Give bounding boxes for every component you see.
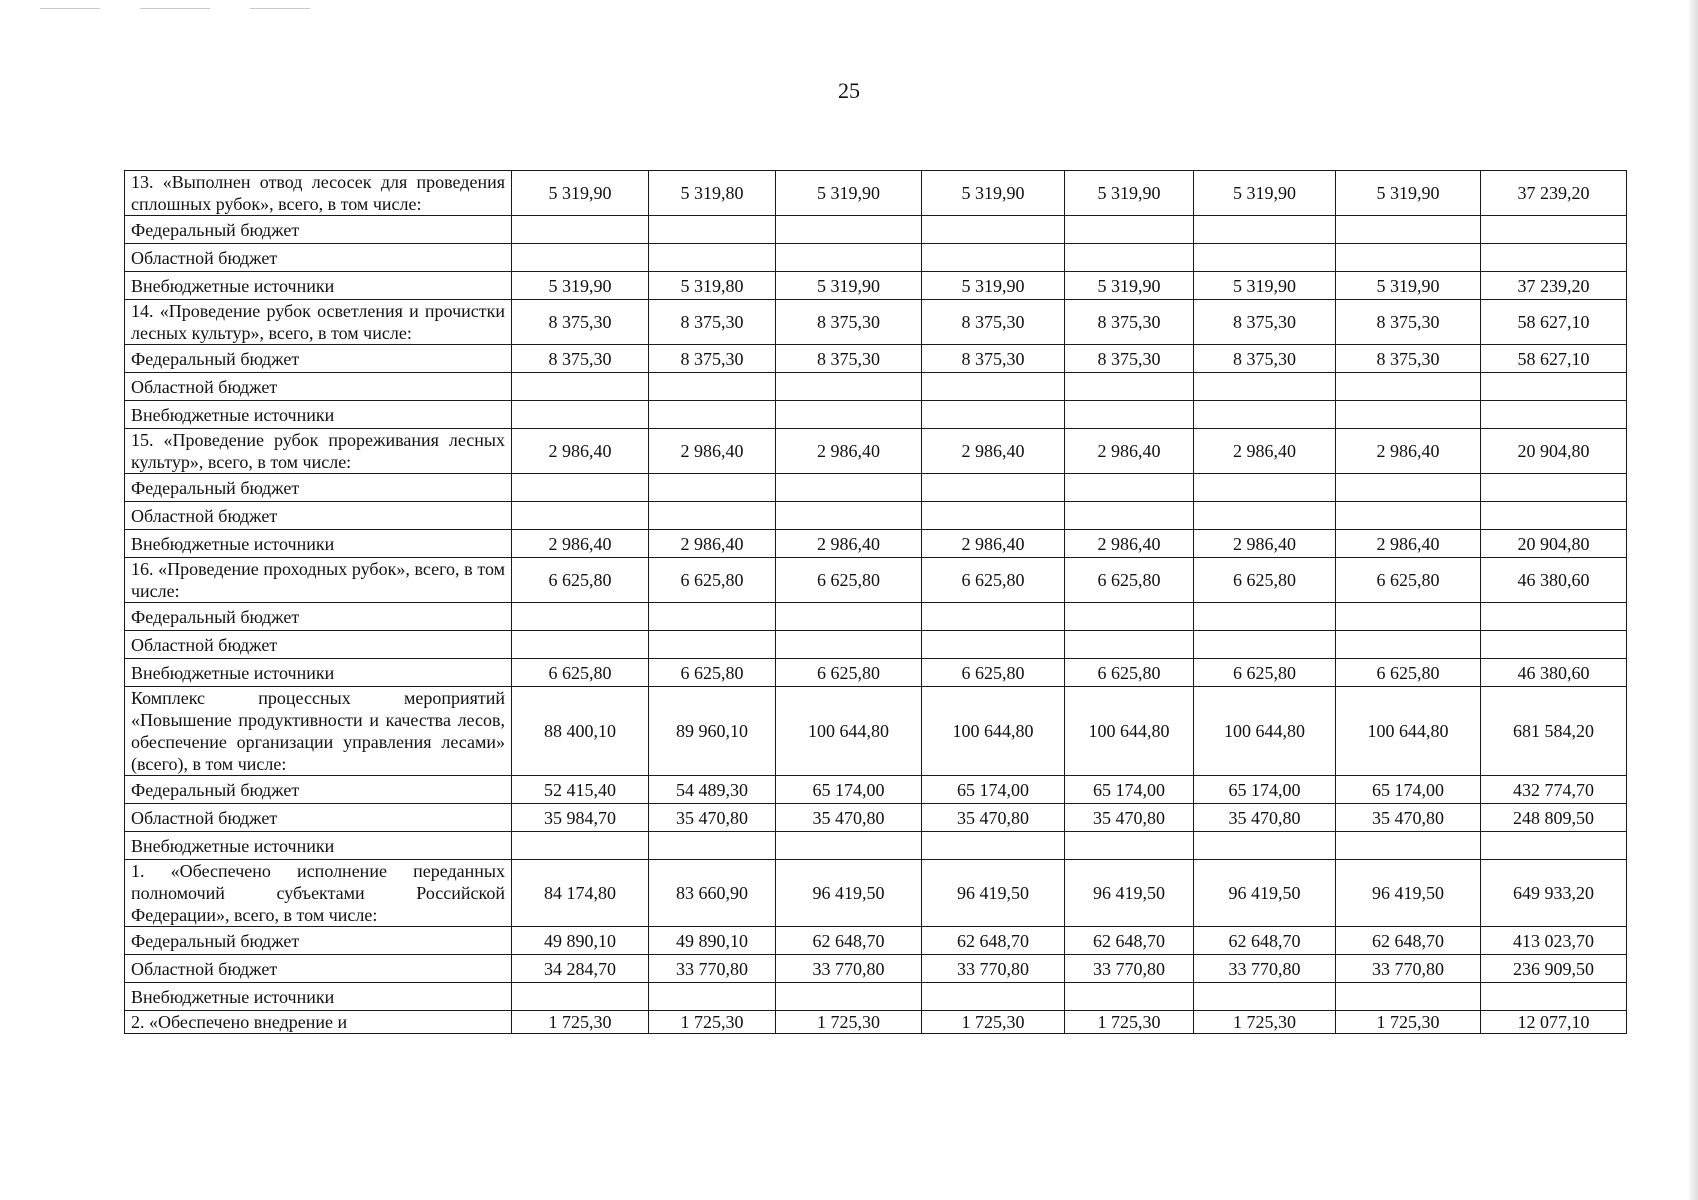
table-cell: 62 648,70 [1336, 927, 1481, 955]
table-cell: 34 284,70 [512, 955, 649, 983]
table-cell: 35 470,80 [1065, 804, 1194, 832]
table-cell: 65 174,00 [776, 776, 922, 804]
table-row [125, 860, 1627, 927]
row-label: Внебюджетные источники [125, 983, 512, 1011]
table-cell: 6 625,80 [512, 659, 649, 687]
table-cell: 5 319,90 [922, 171, 1065, 216]
table-cell: 20 904,80 [1481, 429, 1627, 474]
table-cell: 1 725,30 [922, 1011, 1065, 1034]
row-label: Внебюджетные источники [125, 659, 512, 687]
table-cell: 100 644,80 [1065, 687, 1194, 776]
table-cell [1481, 983, 1627, 1011]
table-cell [649, 832, 776, 860]
table-cell: 37 239,20 [1481, 272, 1627, 300]
table-cell: 96 419,50 [1065, 860, 1194, 927]
table-cell: 6 625,80 [1065, 558, 1194, 603]
row-label: Внебюджетные источники [125, 530, 512, 558]
table-cell: 8 375,30 [922, 300, 1065, 345]
scan-artifact [140, 8, 210, 9]
table-cell: 8 375,30 [649, 345, 776, 373]
table-cell: 65 174,00 [1194, 776, 1336, 804]
table-cell [1065, 631, 1194, 659]
table-cell: 96 419,50 [1194, 860, 1336, 927]
table-cell: 6 625,80 [1194, 558, 1336, 603]
table-cell: 6 625,80 [776, 558, 922, 603]
table-cell: 8 375,30 [1194, 300, 1336, 345]
table-cell [776, 401, 922, 429]
row-label: Федеральный бюджет [125, 474, 512, 502]
table-row [125, 373, 1627, 401]
table-cell: 8 375,30 [776, 345, 922, 373]
table-cell: 2 986,40 [512, 429, 649, 474]
table-cell: 96 419,50 [1336, 860, 1481, 927]
row-label: Областной бюджет [125, 955, 512, 983]
table-cell: 33 770,80 [1336, 955, 1481, 983]
table-cell: 46 380,60 [1481, 659, 1627, 687]
table-cell [1194, 983, 1336, 1011]
table-cell: 236 909,50 [1481, 955, 1627, 983]
table-cell [1481, 216, 1627, 244]
table-cell: 52 415,40 [512, 776, 649, 804]
table-cell: 649 933,20 [1481, 860, 1627, 927]
table-cell [649, 603, 776, 631]
row-label: 2. «Обеспечено внедрение и [125, 1011, 512, 1034]
table-cell [1336, 603, 1481, 631]
table-row [125, 776, 1627, 804]
page-number: 25 [838, 78, 860, 103]
table-cell: 49 890,10 [649, 927, 776, 955]
table-cell [1481, 244, 1627, 272]
table-cell: 413 023,70 [1481, 927, 1627, 955]
row-label: 15. «Проведение рубок прореживания лесных культур», всего, в том числе: [125, 429, 512, 474]
table-row [125, 1011, 1627, 1034]
table-cell [649, 983, 776, 1011]
table-cell: 33 770,80 [922, 955, 1065, 983]
table-cell: 2 986,40 [776, 429, 922, 474]
row-label: Федеральный бюджет [125, 345, 512, 373]
table-cell [1065, 603, 1194, 631]
table-cell: 49 890,10 [512, 927, 649, 955]
row-label: 16. «Проведение проходных рубок», всего, в том числе: [125, 558, 512, 603]
table-cell: 432 774,70 [1481, 776, 1627, 804]
table-cell [512, 401, 649, 429]
table-cell: 5 319,90 [1194, 171, 1336, 216]
row-label: Внебюджетные источники [125, 832, 512, 860]
table-cell: 2 986,40 [1194, 429, 1336, 474]
table-cell [776, 373, 922, 401]
table-cell: 1 725,30 [1336, 1011, 1481, 1034]
table-cell: 2 986,40 [1336, 429, 1481, 474]
table-row [125, 300, 1627, 345]
table-cell: 62 648,70 [1194, 927, 1336, 955]
row-label: Комплекс процессных мероприятий «Повышение продуктивности и качества лесов, обеспечение организации управления лесами» (всего), в том числе: [125, 687, 512, 776]
table-cell: 8 375,30 [1336, 345, 1481, 373]
table-cell [776, 603, 922, 631]
table-cell [649, 474, 776, 502]
table-row [125, 345, 1627, 373]
table-row [125, 401, 1627, 429]
row-label: Внебюджетные источники [125, 401, 512, 429]
table-cell [922, 502, 1065, 530]
table-cell: 6 625,80 [1336, 558, 1481, 603]
row-label: Федеральный бюджет [125, 927, 512, 955]
table-cell: 33 770,80 [649, 955, 776, 983]
row-label: Областной бюджет [125, 373, 512, 401]
table-cell: 62 648,70 [776, 927, 922, 955]
table-cell: 35 470,80 [1194, 804, 1336, 832]
table-cell: 8 375,30 [649, 300, 776, 345]
row-label: 1. «Обеспечено исполнение переданных полномочий субъектами Российской Федерации», всего, в том числе: [125, 860, 512, 927]
table-cell: 5 319,90 [512, 272, 649, 300]
table-cell [922, 401, 1065, 429]
scan-artifact [40, 8, 100, 9]
table-cell: 54 489,30 [649, 776, 776, 804]
table-cell: 96 419,50 [922, 860, 1065, 927]
row-label: Областной бюджет [125, 244, 512, 272]
table-cell [1481, 502, 1627, 530]
table-cell [1065, 474, 1194, 502]
table-cell: 5 319,90 [776, 272, 922, 300]
table-cell: 6 625,80 [1194, 659, 1336, 687]
table-cell: 100 644,80 [1336, 687, 1481, 776]
table-cell [922, 631, 1065, 659]
table-cell: 8 375,30 [512, 345, 649, 373]
table-cell: 65 174,00 [1336, 776, 1481, 804]
table-cell: 8 375,30 [1336, 300, 1481, 345]
table-cell: 5 319,80 [649, 171, 776, 216]
table-cell [1336, 244, 1481, 272]
table-cell: 8 375,30 [512, 300, 649, 345]
table-cell [1194, 474, 1336, 502]
table-cell: 100 644,80 [776, 687, 922, 776]
table-row [125, 558, 1627, 603]
table-cell: 5 319,80 [649, 272, 776, 300]
table-cell: 681 584,20 [1481, 687, 1627, 776]
budget-table-body [125, 171, 1627, 1034]
table-cell: 33 770,80 [1065, 955, 1194, 983]
table-cell: 35 470,80 [1336, 804, 1481, 832]
table-cell [922, 244, 1065, 272]
table-cell: 35 470,80 [922, 804, 1065, 832]
table-cell [1065, 502, 1194, 530]
table-cell: 2 986,40 [1336, 530, 1481, 558]
table-cell [776, 474, 922, 502]
table-cell: 1 725,30 [1065, 1011, 1194, 1034]
table-cell [1065, 832, 1194, 860]
table-cell [1065, 983, 1194, 1011]
table-cell [1194, 832, 1336, 860]
table-row [125, 983, 1627, 1011]
table-cell: 2 986,40 [776, 530, 922, 558]
scan-artifact [250, 8, 310, 9]
table-cell: 8 375,30 [776, 300, 922, 345]
table-cell: 1 725,30 [649, 1011, 776, 1034]
table-cell: 62 648,70 [1065, 927, 1194, 955]
table-cell: 33 770,80 [776, 955, 922, 983]
table-cell [1336, 216, 1481, 244]
table-cell: 5 319,90 [1336, 272, 1481, 300]
table-cell: 84 174,80 [512, 860, 649, 927]
table-cell [512, 373, 649, 401]
table-cell [1481, 631, 1627, 659]
table-cell: 88 400,10 [512, 687, 649, 776]
table-cell: 8 375,30 [1065, 345, 1194, 373]
table-cell [1065, 401, 1194, 429]
table-cell [1336, 474, 1481, 502]
table-cell: 1 725,30 [776, 1011, 922, 1034]
table-cell [512, 216, 649, 244]
table-cell: 2 986,40 [922, 429, 1065, 474]
budget-table [124, 170, 1627, 1034]
table-cell [776, 244, 922, 272]
table-cell: 6 625,80 [1336, 659, 1481, 687]
table-cell [512, 603, 649, 631]
table-row [125, 530, 1627, 558]
table-cell: 5 319,90 [1194, 272, 1336, 300]
table-cell: 37 239,20 [1481, 171, 1627, 216]
table-cell: 5 319,90 [512, 171, 649, 216]
table-cell: 2 986,40 [649, 530, 776, 558]
table-cell [649, 216, 776, 244]
table-cell [1481, 832, 1627, 860]
table-cell [512, 832, 649, 860]
table-cell [1194, 401, 1336, 429]
table-cell [649, 244, 776, 272]
table-cell: 100 644,80 [922, 687, 1065, 776]
table-cell: 65 174,00 [1065, 776, 1194, 804]
table-cell [1481, 401, 1627, 429]
table-cell [922, 983, 1065, 1011]
table-cell: 2 986,40 [1065, 530, 1194, 558]
row-label: 14. «Проведение рубок осветления и прочистки лесных культур», всего, в том числе: [125, 300, 512, 345]
table-cell: 46 380,60 [1481, 558, 1627, 603]
table-cell [922, 373, 1065, 401]
table-cell [1336, 983, 1481, 1011]
table-cell: 6 625,80 [1065, 659, 1194, 687]
table-cell [649, 631, 776, 659]
table-cell: 6 625,80 [649, 558, 776, 603]
row-label: 13. «Выполнен отвод лесосек для проведения сплошных рубок», всего, в том числе: [125, 171, 512, 216]
table-cell [776, 832, 922, 860]
table-cell [512, 502, 649, 530]
table-cell [1194, 244, 1336, 272]
table-cell [1194, 216, 1336, 244]
table-row [125, 687, 1627, 776]
table-cell: 5 319,90 [776, 171, 922, 216]
table-cell [776, 502, 922, 530]
table-cell [922, 474, 1065, 502]
table-cell [512, 983, 649, 1011]
table-cell: 6 625,80 [922, 659, 1065, 687]
table-cell [649, 401, 776, 429]
table-cell: 8 375,30 [922, 345, 1065, 373]
table-cell: 83 660,90 [649, 860, 776, 927]
row-label: Областной бюджет [125, 804, 512, 832]
table-cell [1336, 502, 1481, 530]
table-cell: 58 627,10 [1481, 345, 1627, 373]
table-cell: 20 904,80 [1481, 530, 1627, 558]
table-cell [1336, 373, 1481, 401]
table-cell [649, 502, 776, 530]
table-cell [922, 832, 1065, 860]
table-cell [1481, 603, 1627, 631]
table-cell [512, 244, 649, 272]
table-row [125, 804, 1627, 832]
row-label: Областной бюджет [125, 631, 512, 659]
table-row [125, 429, 1627, 474]
scan-edge-shadow [1688, 0, 1698, 1200]
table-row [125, 659, 1627, 687]
table-cell [1194, 631, 1336, 659]
table-cell [1336, 631, 1481, 659]
table-cell [1336, 832, 1481, 860]
table-cell [1194, 502, 1336, 530]
table-cell [1065, 373, 1194, 401]
table-cell: 2 986,40 [922, 530, 1065, 558]
table-cell: 35 470,80 [649, 804, 776, 832]
table-cell: 5 319,90 [1065, 171, 1194, 216]
table-row [125, 631, 1627, 659]
table-cell [1194, 603, 1336, 631]
table-cell: 5 319,90 [1065, 272, 1194, 300]
table-row [125, 603, 1627, 631]
row-label: Федеральный бюджет [125, 603, 512, 631]
table-cell: 65 174,00 [922, 776, 1065, 804]
table-cell [776, 631, 922, 659]
table-cell: 6 625,80 [649, 659, 776, 687]
table-cell: 2 986,40 [512, 530, 649, 558]
table-cell: 6 625,80 [776, 659, 922, 687]
table-cell: 12 077,10 [1481, 1011, 1627, 1034]
table-row [125, 244, 1627, 272]
row-label: Федеральный бюджет [125, 216, 512, 244]
table-cell: 5 319,90 [922, 272, 1065, 300]
table-cell: 89 960,10 [649, 687, 776, 776]
table-row [125, 955, 1627, 983]
row-label: Областной бюджет [125, 502, 512, 530]
table-cell: 62 648,70 [922, 927, 1065, 955]
table-cell: 8 375,30 [1065, 300, 1194, 345]
row-label: Федеральный бюджет [125, 776, 512, 804]
table-cell: 2 986,40 [1194, 530, 1336, 558]
table-row [125, 216, 1627, 244]
table-cell: 35 470,80 [776, 804, 922, 832]
table-cell [776, 983, 922, 1011]
table-cell [776, 216, 922, 244]
table-cell [649, 373, 776, 401]
table-cell: 6 625,80 [922, 558, 1065, 603]
table-cell: 35 984,70 [512, 804, 649, 832]
table-cell [1065, 216, 1194, 244]
table-cell: 33 770,80 [1194, 955, 1336, 983]
table-cell [922, 603, 1065, 631]
table-cell: 96 419,50 [776, 860, 922, 927]
row-label: Внебюджетные источники [125, 272, 512, 300]
table-cell: 6 625,80 [512, 558, 649, 603]
table-cell [1336, 401, 1481, 429]
table-cell [1481, 373, 1627, 401]
table-row [125, 502, 1627, 530]
table-row [125, 171, 1627, 216]
table-row [125, 832, 1627, 860]
table-row [125, 474, 1627, 502]
table-cell: 58 627,10 [1481, 300, 1627, 345]
table-cell [1065, 244, 1194, 272]
table-cell: 248 809,50 [1481, 804, 1627, 832]
table-cell [922, 216, 1065, 244]
table-cell: 1 725,30 [512, 1011, 649, 1034]
table-cell [512, 631, 649, 659]
table-cell [512, 474, 649, 502]
table-cell: 2 986,40 [649, 429, 776, 474]
table-cell: 100 644,80 [1194, 687, 1336, 776]
table-row [125, 927, 1627, 955]
table-cell: 2 986,40 [1065, 429, 1194, 474]
table-row [125, 272, 1627, 300]
table-cell: 5 319,90 [1336, 171, 1481, 216]
table-cell [1481, 474, 1627, 502]
table-cell [1194, 373, 1336, 401]
table-cell: 1 725,30 [1194, 1011, 1336, 1034]
table-cell: 8 375,30 [1194, 345, 1336, 373]
